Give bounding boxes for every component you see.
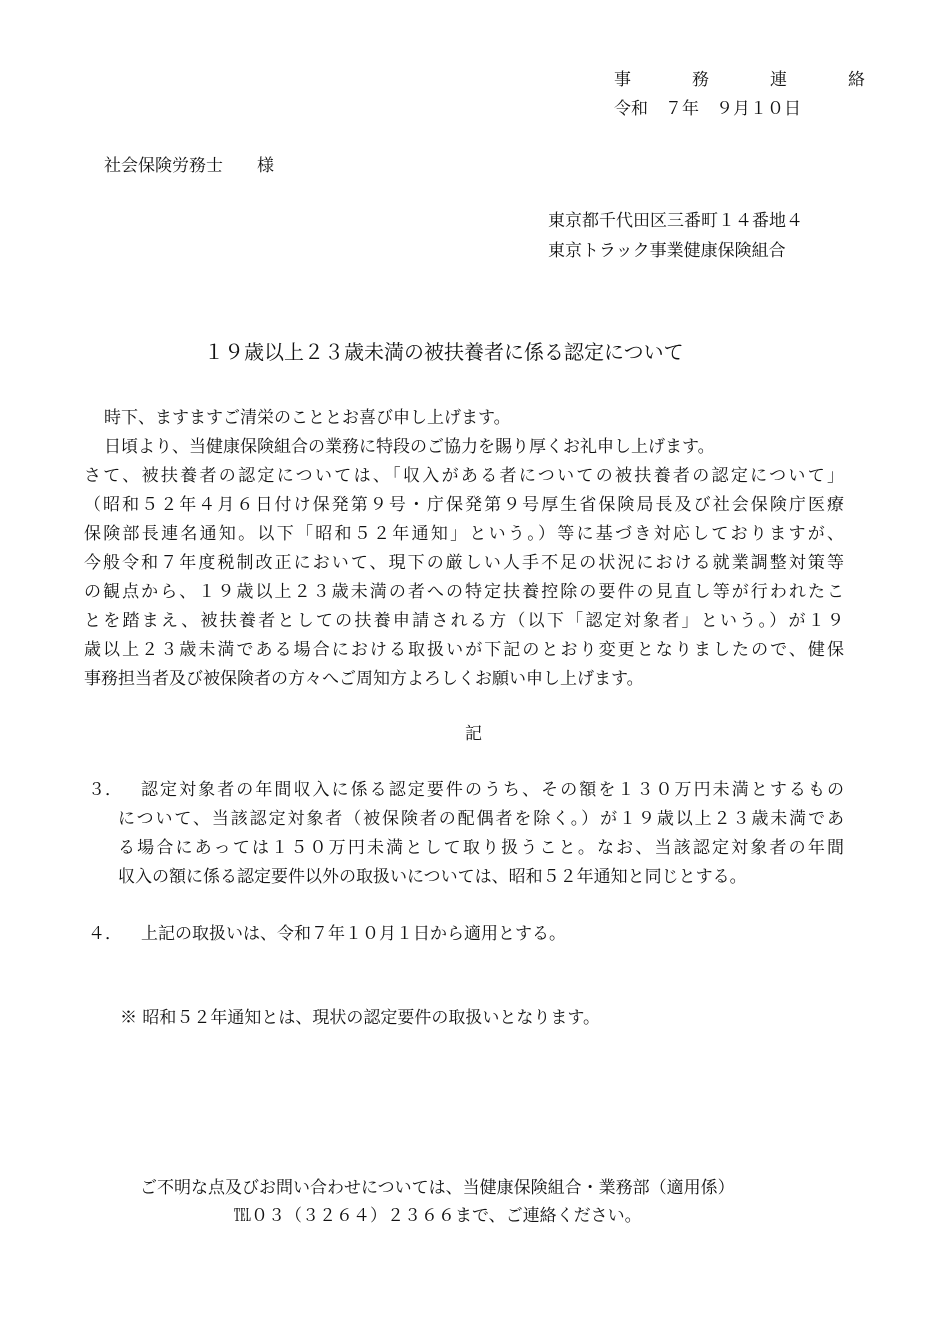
body-paragraph-line: 今般令和７年度税制改正において、現下の厳しい人手不足の状況における就業調整対策等: [84, 553, 844, 573]
doc-type-label: 事 務 連 絡: [614, 70, 887, 90]
item-line: 収入の額に係る認定要件以外の取扱いについては、昭和５２年通知と同じとする。: [118, 867, 747, 887]
contact-text: ご不明な点及びお問い合わせについては、当健康保険組合・業務部（適用係）: [140, 1178, 735, 1198]
item-line: 認定対象者の年間収入に係る認定要件のうち、その額を１３０万円未満とするもの: [141, 780, 844, 800]
document-title: １９歳以上２３歳未満の被扶養者に係る認定について: [204, 340, 684, 364]
item-line: 上記の取扱いは、令和７年１０月１日から適用とする。: [141, 924, 566, 944]
body-paragraph-line: 事務担当者及び被保険者の方々へご周知方よろしくお願い申し上げます。: [84, 669, 644, 689]
sender-name: 東京トラック事業健康保険組合: [548, 241, 786, 261]
ki-heading: 記: [465, 724, 482, 744]
recipient: 社会保険労務士 様: [104, 156, 274, 176]
contact-phone: ℡０３（３２６４）２３６６まで、ご連絡ください。: [234, 1206, 642, 1226]
body-paragraph-line: さて、被扶養者の認定については、「収入がある者についての被扶養者の認定について」: [84, 466, 844, 486]
item-line: について、当該認定対象者（被保険者の配偶者を除く。）が１９歳以上２３歳未満であ: [118, 809, 844, 829]
body-paragraph-line: （昭和５２年４月６日付け保発第９号・庁保発第９号厚生省保険局長及び社会保険庁医療: [84, 495, 844, 515]
body-paragraph-line: 保険部長連名通知。以下「昭和５２年通知」という。）等に基づき対応しておりますが、: [84, 524, 844, 544]
item-line: る場合にあっては１５０万円未満として取り扱うこと。なお、当該認定対象者の年間: [118, 838, 844, 858]
body-paragraph-line: の観点から、１９歳以上２３歳未満の者への特定扶養控除の要件の見直し等が行われたこ: [84, 582, 844, 602]
body-paragraph-line: とを踏まえ、被扶養者としての扶養申請される方（以下「認定対象者」という。）が１９: [84, 611, 844, 631]
sender-address: 東京都千代田区三番町１４番地４: [548, 211, 803, 231]
thanks-text: 日頃より、当健康保険組合の業務に特段のご協力を賜り厚くお礼申し上げます。: [104, 437, 715, 457]
item-number: ３．: [88, 780, 122, 800]
item-number: ４．: [88, 924, 122, 944]
footnote: ※ 昭和５２年通知とは、現状の認定要件の取扱いとなります。: [120, 1008, 601, 1028]
body-paragraph-line: 歳以上２３歳未満である場合における取扱いが下記のとおり変更となりましたので、健保: [84, 640, 844, 660]
issue-date: 令和 ７年 ９月１０日: [614, 99, 801, 119]
greeting-text: 時下、ますますご清栄のこととお喜び申し上げます。: [104, 408, 511, 428]
